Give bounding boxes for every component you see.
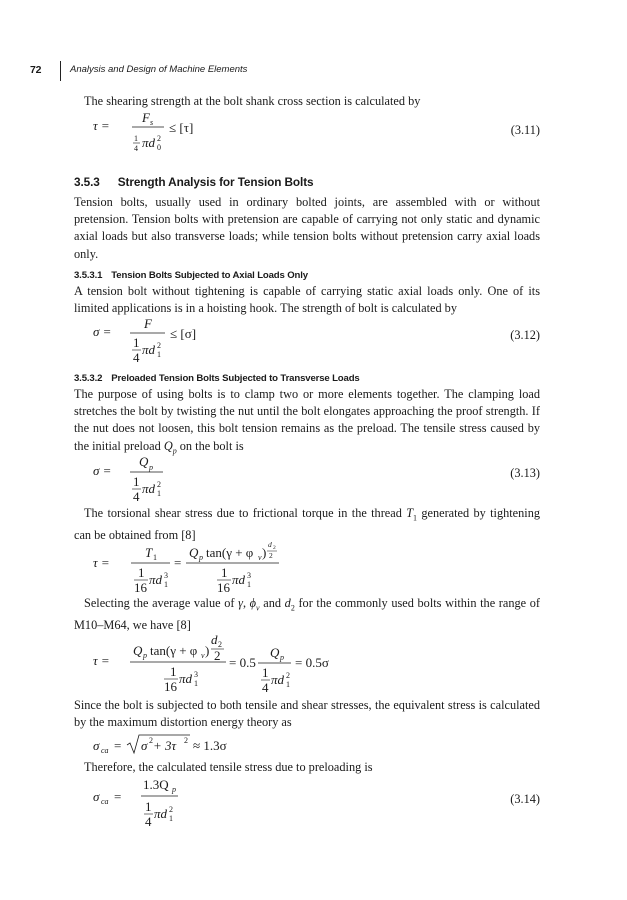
eq-torsion-den2-sixteen: 16 (217, 580, 230, 595)
eq-3-14-number: (3.14) (510, 792, 540, 806)
torsion-text-b: generated by tightening can be obtained from [8] (74, 506, 540, 542)
eq-3-13-den-sub: 1 (157, 489, 161, 498)
eq-3-14-sigma: σ (93, 789, 100, 804)
eq-3-11-number: (3.11) (510, 123, 540, 137)
select-gamma: γ (238, 596, 243, 610)
eq-3-14-sub: ca (101, 797, 109, 806)
eq-torsion-den2-pi-d: πd (232, 572, 246, 587)
eq-equiv-radicand-b-sup: 2 (184, 736, 188, 745)
eq-3-14-den-pi-d: πd (154, 806, 168, 821)
eq-equiv-radicand-a: σ (141, 738, 148, 753)
equiv-paragraph (74, 697, 540, 731)
eq-torsion-lhs: τ = (93, 555, 110, 570)
eq-3-13-number: (3.13) (510, 466, 540, 480)
eq-equiv-radicand-a-sup: 2 (149, 736, 153, 745)
eq-3-14-eq: = (114, 789, 122, 804)
shear-intro-text: The shearing strength at the bolt shank cross section is calculated by (84, 94, 421, 108)
eq-3-14-num-sub: p (172, 785, 176, 794)
section-3-5-3-number: 3.5.3 (74, 175, 100, 189)
torsion-T-sub: 1 (413, 513, 418, 523)
eq-3-12-den-sub: 1 (157, 350, 161, 359)
preload-text-a: The purpose of using bolts is to clamp two or more elements together. The clamping load stretches the bolt by twisting the nut until the bolt elongates approaching the proof strength. If the nut does not loosen, this bolt tension remains as the preload. The tensile stress caused by the initial preload (74, 387, 540, 453)
eq-3-14-den-sub: 1 (169, 814, 173, 823)
equation-torsion (0, 539, 627, 595)
section-3-5-3-title: Strength Analysis for Tension Bolts (117, 175, 314, 189)
eq-3-11-den-four: 4 (134, 144, 138, 153)
page-number: 72 (30, 64, 42, 76)
eq-approx-den2-four: 4 (262, 680, 269, 695)
eq-3-12-number: (3.12) (510, 328, 540, 342)
eq-torsion-frac-two: 2 (269, 551, 273, 560)
eq-3-12-num: F (144, 316, 152, 331)
running-header (0, 64, 627, 80)
eq-3-13-num-sub: p (149, 463, 153, 472)
eq-torsion-den-sub: 1 (164, 580, 168, 589)
eq-equiv-radicand-plus: + 3τ (153, 738, 177, 753)
select-text (74, 595, 540, 634)
select-paragraph (74, 595, 540, 634)
preload-text (74, 386, 540, 459)
eq-3-13-num-Q: Q (139, 454, 149, 469)
equation-3-12 (0, 316, 627, 366)
eq-3-12-rhs: ≤ [σ] (170, 326, 197, 341)
eq-3-11-num-sub: s (150, 118, 154, 127)
torsion-T: T (406, 506, 414, 520)
eq-approx-num-sub: p (143, 651, 147, 660)
eq-equiv-rhs: ≈ 1.3σ (193, 738, 227, 753)
eq-3-12-den-four: 4 (133, 350, 140, 365)
section-3-5-3-1-title: Tension Bolts Subjected to Axial Loads Only (111, 270, 308, 281)
eq-approx-den-one: 1 (170, 664, 177, 679)
eq-3-12-den-sup: 2 (157, 341, 161, 350)
eq-3-12-den-one: 1 (133, 335, 140, 350)
preload-Q: Q (163, 438, 173, 453)
tension-intro-text: Tension bolts, usually used in ordinary bolted joints, are assembled with or without pretension. Tension bolts with pretension are capable of carrying not only static and dynamic axial loads but also transverse loads; while tension bolts without pretension carry axial loads only. (74, 195, 540, 261)
eq-approx-frac-two: 2 (214, 648, 221, 663)
eq-torsion-frac-d-sub: 2 (273, 545, 276, 551)
eq-approx-num-Q: Q (133, 643, 143, 658)
select-phi-sub: v (256, 603, 260, 613)
eq-approx-den2-sup: 2 (286, 671, 290, 680)
eq-torsion-num-T: T (145, 545, 153, 560)
eq-approx-frac-d: d (211, 632, 218, 647)
eq-approx-den2-one: 1 (262, 665, 269, 680)
equation-approx (0, 632, 627, 694)
eq-torsion-equals: = (174, 555, 182, 570)
eq-3-14-den-four: 4 (145, 814, 152, 829)
eq-equiv-eq: = (114, 738, 122, 753)
eq-torsion-den2-one: 1 (221, 565, 228, 580)
eq-3-14-den-one: 1 (145, 799, 152, 814)
eq-3-11-num-F: F (142, 110, 150, 125)
eq-torsion-den-one: 1 (138, 565, 145, 580)
select-sep-1: , (242, 596, 250, 610)
axial-text: A tension bolt without tightening is capable of carrying static axial loads only. One of its limited applications is in a hoisting hook. The strength of bolt is calculated by (74, 284, 540, 316)
preload-Q-sub: p (172, 446, 177, 456)
eq-torsion-num2-tan: tan(γ + φ (206, 545, 254, 560)
eq-3-13-den-four: 4 (133, 489, 140, 504)
eq-approx-mid: = 0.5 (229, 655, 256, 670)
eq-approx-num-tan: tan(γ + φ (150, 643, 198, 658)
tension-intro-paragraph (74, 194, 540, 263)
eq-3-11-lhs: τ = (93, 118, 110, 133)
eq-torsion-num2-v: v (258, 553, 262, 562)
axial-paragraph (74, 283, 540, 317)
eq-torsion-den-sixteen: 16 (134, 580, 147, 595)
eq-3-11-rhs: ≤ [τ] (169, 120, 194, 135)
eq-approx-den-sixteen: 16 (164, 679, 177, 694)
therefore-text: Therefore, the calculated tensile stress due to preloading is (84, 760, 373, 774)
preload-text-b: on the bolt is (176, 438, 244, 453)
eq-3-14-den-sup: 2 (169, 805, 173, 814)
eq-approx-den2-sub: 1 (286, 680, 290, 689)
select-d-sub: 2 (290, 603, 295, 613)
eq-torsion-num2-sub: p (199, 553, 203, 562)
eq-3-13-den-pi-d: πd (142, 481, 156, 496)
section-3-5-3-2-number: 3.5.3.2 (74, 373, 103, 384)
eq-3-12-den-pi-d: πd (142, 342, 156, 357)
section-3-5-3-2-heading (74, 373, 360, 384)
eq-torsion-num-T-sub: 1 (153, 553, 157, 562)
select-phi: ϕ (249, 596, 257, 610)
equiv-text: Since the bolt is subjected to both tensile and shear stresses, the equivalent stress is calculated by the maximum distortion energy theory as (74, 698, 540, 730)
eq-equiv-sigma: σ (93, 738, 100, 753)
eq-3-11-den-sup: 2 (157, 134, 161, 143)
eq-3-11-den-sub: 0 (157, 143, 161, 152)
select-and: and (259, 596, 285, 610)
eq-3-13-lhs: σ = (93, 463, 112, 478)
eq-torsion-den2-sup: 3 (247, 571, 251, 580)
equation-3-11 (0, 108, 627, 158)
section-3-5-3-1-heading (74, 270, 308, 281)
equation-equivalent-stress (0, 733, 627, 759)
torsion-text-a: The torsional shear stress due to frictional torque in the thread (84, 506, 407, 520)
eq-approx-num-v: v (201, 651, 205, 660)
eq-approx-lhs: τ = (93, 653, 110, 668)
header-divider (60, 61, 61, 81)
eq-3-14-num: 1.3Q (143, 777, 169, 792)
eq-torsion-den-sup: 3 (164, 571, 168, 580)
eq-approx-frac-d-sub: 2 (218, 640, 222, 649)
eq-3-13-den-one: 1 (133, 474, 140, 489)
eq-3-11-den-pi-d: πd (142, 135, 156, 150)
equation-3-13 (0, 452, 627, 502)
eq-torsion-den-pi-d: πd (149, 572, 163, 587)
eq-3-13-den-sup: 2 (157, 480, 161, 489)
eq-torsion-frac-d: d (268, 540, 272, 549)
eq-3-12-lhs: σ = (93, 324, 112, 339)
eq-approx-den-sup: 3 (194, 670, 198, 679)
eq-approx-den-pi-d: πd (179, 671, 193, 686)
section-3-5-3-heading (74, 175, 314, 189)
running-title: Analysis and Design of Machine Elements (70, 64, 248, 75)
select-text-a: Selecting the average value of (84, 596, 239, 610)
eq-3-11-den-one: 1 (134, 134, 138, 143)
eq-torsion-num2-Q: Q (189, 545, 199, 560)
eq-approx-num2-Q: Q (270, 645, 280, 660)
eq-approx-num2-sub: p (280, 653, 284, 662)
eq-equiv-sub: ca (101, 746, 109, 755)
preload-paragraph (74, 386, 540, 459)
section-3-5-3-2-title: Preloaded Tension Bolts Subjected to Transverse Loads (111, 373, 360, 384)
eq-approx-den-sub: 1 (194, 679, 198, 688)
section-3-5-3-1-number: 3.5.3.1 (74, 270, 103, 281)
eq-approx-num-close: ) (205, 643, 210, 658)
equation-3-14 (0, 774, 627, 830)
select-text-b: for the commonly used bolts within the range of M10–M64, we have [8] (74, 596, 540, 632)
select-d: d (284, 596, 291, 610)
eq-approx-rhs: = 0.5σ (295, 655, 329, 670)
eq-torsion-num2-close: ) (262, 545, 267, 560)
eq-approx-den2-pi-d: πd (271, 672, 285, 687)
eq-torsion-den2-sub: 1 (247, 580, 251, 589)
